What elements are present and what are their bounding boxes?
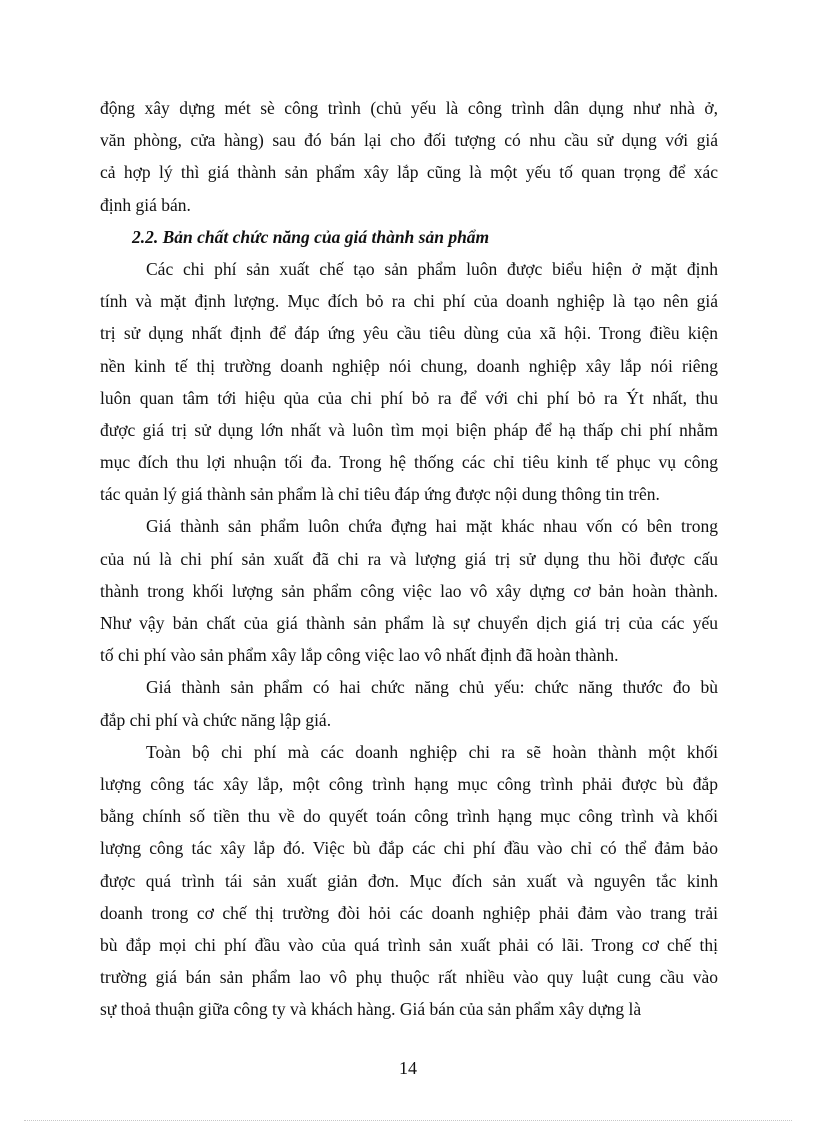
text-line: mục đích thu lợi nhuận tối đa. Trong hệ thống các chỉ tiêu kinh tế phục vụ công — [100, 452, 718, 473]
text-line: trị sử dụng nhất định để đáp ứng yêu cầu tiêu dùng của xã hội. Trong điều kiện — [100, 323, 718, 344]
text-line: cả hợp lý thì giá thành sản phẩm xây lắp cũng là một yếu tố quan trọng để xác — [100, 162, 718, 183]
text-line: doanh trong cơ chế thị trường đòi hỏi các doanh nghiệp phải đảm vào trang trải — [100, 902, 718, 923]
text-line: Các chi phí sản xuất chế tạo sản phẩm luôn được biểu hiện ở mặt định — [146, 258, 718, 279]
text-line: Giá thành sản phẩm luôn chứa đựng hai mặt khác nhau vốn có bên trong — [146, 516, 718, 537]
text-line: định giá bán. — [100, 194, 191, 215]
text-line: Như vậy bản chất của giá thành sản phẩm là sự chuyển dịch giá trị của các yếu — [100, 613, 718, 633]
text-line: thành trong khối lượng sản phẩm công việc lao vô xây dựng cơ bản hoàn thành. — [100, 580, 718, 601]
text-line: lượng công tác xây lắp, một công trình hạng mục công trình phải được bù đắp — [100, 773, 718, 794]
text-line: đắp chi phí và chức năng lập giá. — [100, 709, 332, 730]
text-line: bù đắp mọi chi phí đầu vào của quá trình sản xuất phải có lãi. Trong cơ chế thị — [100, 934, 718, 955]
text-line: Giá thành sản phẩm có hai chức năng chủ yếu: chức năng thước đo bù — [146, 677, 718, 698]
text-line: nền kinh tế thị trường doanh nghiệp nói chung, doanh nghiệp xây lắp nói riêng — [100, 355, 718, 376]
text-line: được quá trình tái sản xuất giản đơn. Mục đích sản xuất và nguyên tắc kinh — [100, 870, 718, 891]
text-line: tác quản lý giá thành sản phẩm là chỉ tiêu đáp ứng được nội dung thông tin trên. — [100, 484, 660, 505]
body-text — [100, 92, 718, 1025]
text-line: được giá trị sử dụng lớn nhất và luôn tìm mọi biện pháp để hạ thấp chi phí nhằm — [100, 419, 718, 440]
text-line: của nú là chi phí sản xuất đã chi ra và lượng giá trị sử dụng thu hồi được cấu — [100, 548, 718, 569]
text-line: lượng công tác xây lắp đó. Việc bù đắp các chi phí đầu vào chỉ có thể đảm bảo — [100, 838, 718, 859]
text-line: động xây dựng mét sè công trình (chủ yếu là công trình dân dụng như nhà ở, — [100, 98, 718, 118]
section-heading: 2.2. Bản chất chức năng của giá thành sản phẩm — [132, 226, 490, 247]
page-number: 14 — [399, 1058, 417, 1078]
text-line: trường giá bán sản phẩm lao vô phụ thuộc rất nhiều vào quy luật cung cầu vào — [100, 967, 718, 988]
footer-divider — [24, 1120, 792, 1121]
text-line: tính và mặt định lượng. Mục đích bỏ ra chi phí của doanh nghiệp là tạo nên giá — [100, 291, 718, 312]
text-line: tố chi phí vào sản phẩm xây lắp công việc lao vô nhất định đã hoàn thành. — [100, 645, 619, 666]
text-line: văn phòng, cửa hàng) sau đó bán lại cho đối tượng có nhu cầu sử dụng với giá — [100, 130, 718, 151]
text-line: luôn quan tâm tới hiệu qủa của chi phí bỏ ra để với chi phí bỏ ra Ýt nhất, thu — [100, 387, 718, 408]
text-line: bằng chính số tiền thu về do quyết toán công trình hạng mục công trình và khối — [100, 806, 718, 827]
text-line: sự thoả thuận giữa công ty và khách hàng. Giá bán của sản phẩm xây dựng là — [100, 999, 642, 1020]
text-line: Toàn bộ chi phí mà các doanh nghiệp chi ra sẽ hoàn thành một khối — [146, 741, 718, 762]
